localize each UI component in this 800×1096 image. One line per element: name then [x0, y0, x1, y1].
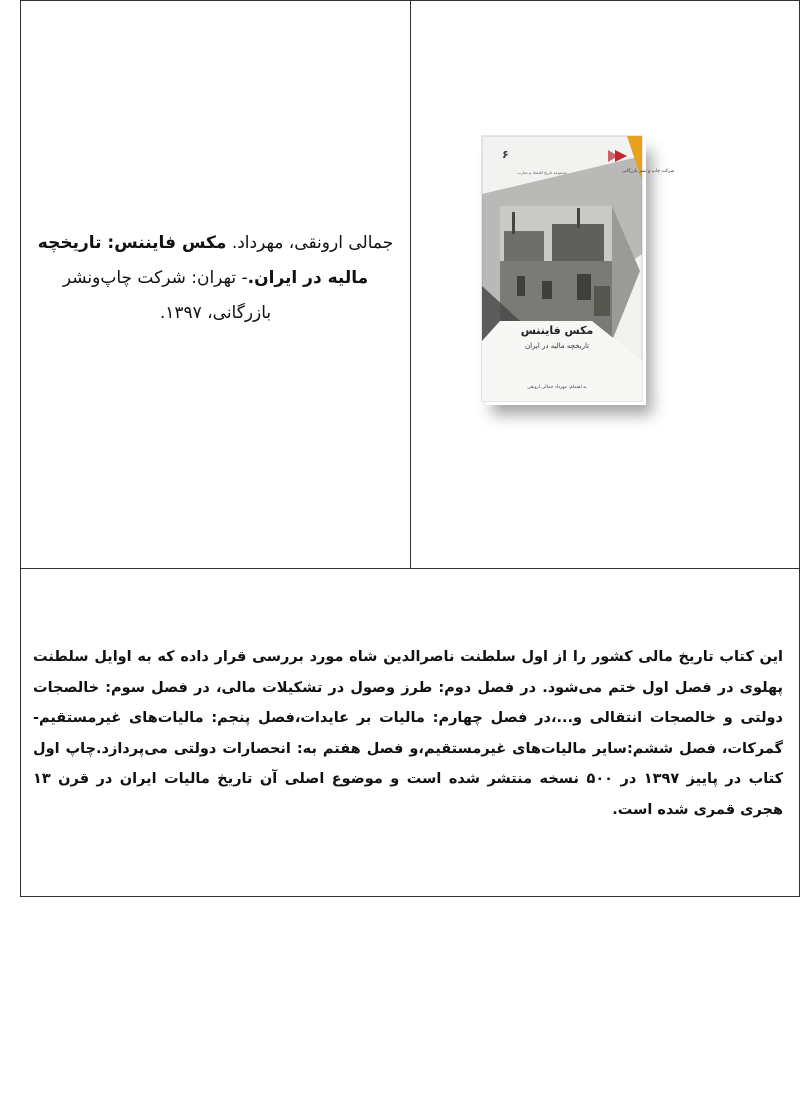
cover-subtitle: تاریخچه مالیه در ایران	[524, 342, 590, 350]
book-summary: این کتاب تاریخ مالی کشور را از اول سلطنت ناصرالدین شاه مورد بررسی قرار داده که به اوایل سلطنت پهلوی در فصل اول ختم می‌شود. در فصل دوم: طرز وصول در تشکیلات مالی، در فصل سوم: خالصجات دولتی و خالصجات انتقالی و...،در فصل چهارم: مالیات بر عایدات،فصل پنجم: مالیات‌های غیرمستقیم-گمرکات، فصل ششم:سایر مالیات‌های غیرمستقیم،و فصل هفتم به: انحصارات دولتی می‌پردازد.چاپ اول کتاب در پاییز ۱۳۹۷ در ۵۰۰ نسخه منتشر شده است و موضوع اصلی آن تاریخ مالیات ایران در قرن ۱۳ هجری قمری شده است.	[33, 649, 784, 818]
cover-photo	[500, 206, 640, 341]
cover-author: به اهتمام: مهرداد جمالی ارونقی	[527, 385, 587, 390]
cover-publisher: شرکت چاپ و نشر بازرگانی	[622, 169, 675, 174]
citation-line-2	[21, 261, 410, 296]
record-table	[20, 0, 800, 897]
book-cover-image	[482, 136, 675, 401]
citation-line-3: بازرگانی، ۱۳۹۷.	[159, 303, 272, 323]
column-divider	[410, 1, 411, 568]
citation-title-part1: مکس فایننس: تاریخچه	[37, 233, 227, 253]
bibliographic-citation	[21, 226, 410, 331]
citation-author: جمالی ارونقی، مهرداد.	[231, 233, 394, 253]
citation-line-1	[21, 226, 410, 261]
cover-volume: ۶	[502, 148, 509, 161]
citation-title-part2: مالیه در ایران.	[247, 268, 369, 288]
cover-series: مجموعه تاریخ اقتصاد و تجارت	[517, 170, 567, 175]
cover-title: مکس فایننس	[520, 324, 594, 337]
citation-publisher: - تهران: شرکت چاپ‌ونشر	[62, 268, 248, 288]
record-top-row	[21, 1, 799, 569]
